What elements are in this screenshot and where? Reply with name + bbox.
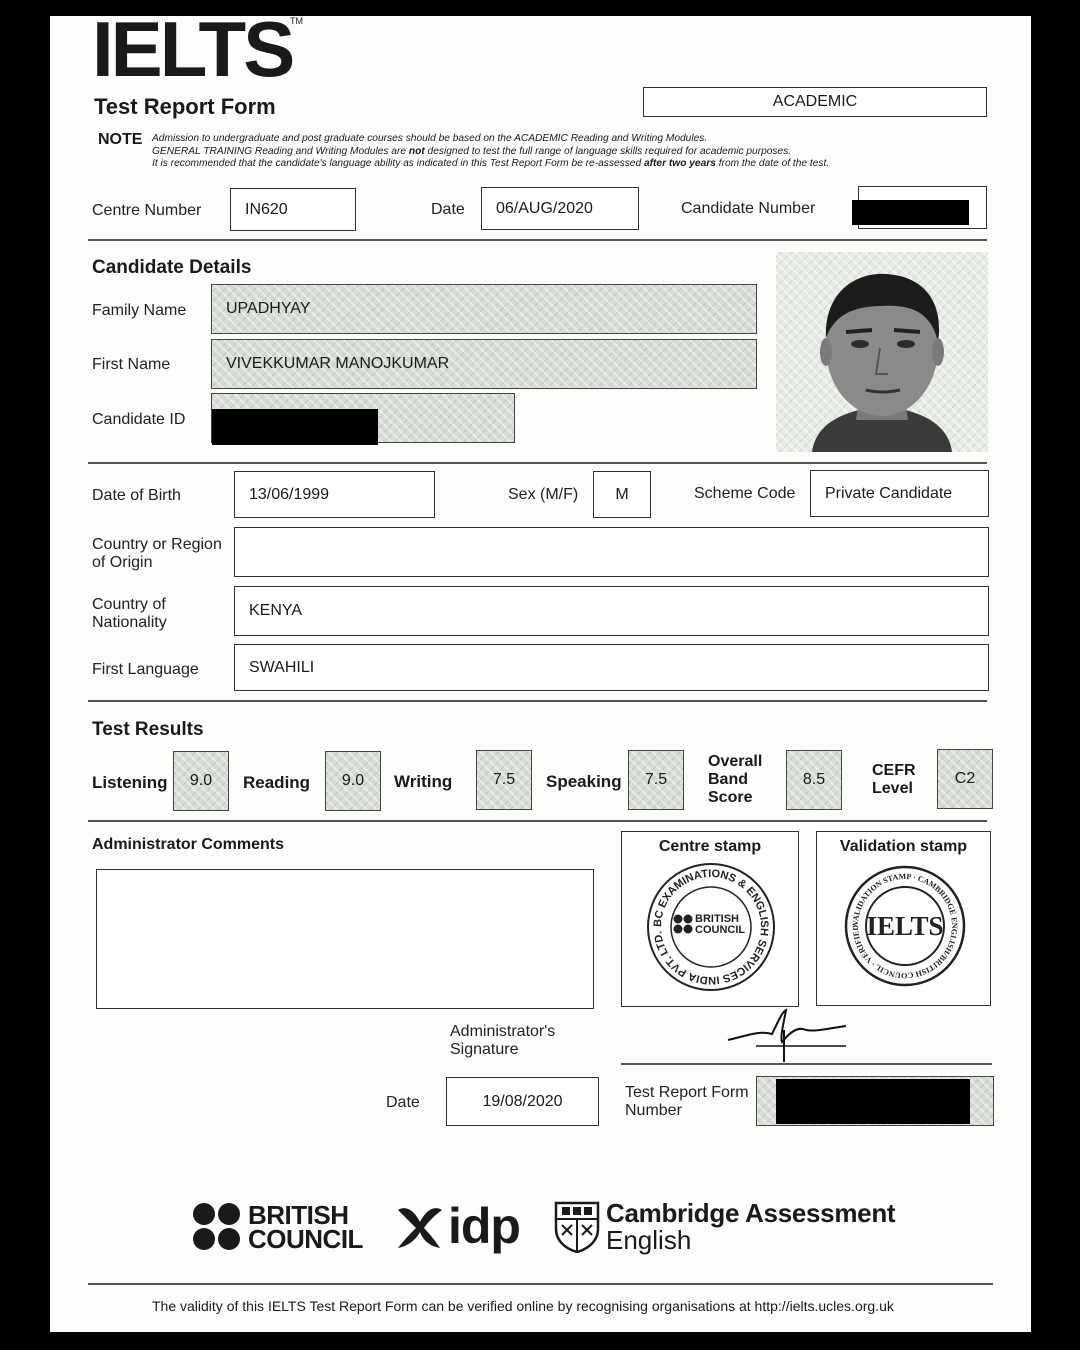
admin-comments-label: Administrator Comments — [92, 836, 285, 853]
sex-label: Sex (M/F) — [508, 486, 579, 503]
module-value: ACADEMIC — [772, 93, 858, 110]
dob-value: 13/06/1999 — [249, 485, 330, 503]
centre-number-label: Centre Number — [92, 202, 202, 219]
listening-label: Listening — [92, 773, 168, 792]
issue-date-box — [446, 1077, 599, 1126]
speaking-score: 7.5 — [644, 771, 668, 788]
issue-date-label: Date — [386, 1094, 420, 1111]
divider-candidate — [88, 462, 987, 464]
cefr-label: CEFR Level — [872, 762, 916, 797]
ielts-logo: IELTS — [92, 5, 293, 93]
note-line-2: GENERAL TRAINING Reading and Writing Modules are not designed to test the full range of language skills required for academic purposes. — [152, 145, 792, 157]
validation-stamp-title: Validation stamp — [839, 838, 968, 855]
photo-portrait-icon — [776, 252, 988, 452]
admin-comments-box — [96, 869, 594, 1009]
candidate-number-redaction — [852, 200, 969, 225]
note-line-1: Admission to undergraduate and post graduate courses should be based on the ACADEMIC Reading and Writing Modules. — [152, 133, 708, 144]
centre-stamp-ring-text: BC EXAMINATIONS & ENGLISH SERVICES INDIA PVT. LTD. — [651, 867, 771, 987]
candidate-number-label: Candidate Number — [681, 200, 816, 217]
trf-number-label: Test Report Form Number — [625, 1084, 749, 1119]
module-box — [643, 87, 987, 117]
first-language-label: First Language — [92, 661, 199, 678]
listening-score: 9.0 — [189, 772, 213, 789]
british-council-text-2: COUNCIL — [248, 1224, 363, 1254]
candidate-id-redaction — [212, 409, 378, 445]
test-date-label: Date — [431, 201, 465, 218]
centre-stamp-seal-icon — [644, 860, 778, 994]
family-name-box — [211, 284, 757, 334]
idp-mark-icon — [394, 1200, 446, 1252]
trf-number-redaction — [776, 1079, 970, 1124]
candidate-details-title: Candidate Details — [92, 257, 252, 278]
cambridge-text-1: Cambridge Assessment — [606, 1198, 896, 1228]
sex-value: M — [615, 485, 629, 503]
overall-score: 8.5 — [802, 771, 826, 788]
centre-number-value: IN620 — [245, 200, 288, 218]
divider-admin — [88, 820, 987, 822]
scheme-code-label: Scheme Code — [694, 485, 796, 502]
divider-results — [88, 700, 987, 702]
candidate-id-label: Candidate ID — [92, 411, 186, 428]
first-name-label: First Name — [92, 356, 171, 373]
validation-stamp-inner: IELTS — [866, 911, 944, 941]
speaking-label: Speaking — [546, 772, 622, 791]
listening-score-box — [173, 751, 229, 811]
nationality-label: Country of Nationality — [92, 596, 167, 631]
family-name-label: Family Name — [92, 302, 187, 319]
cefr-value: C2 — [954, 770, 976, 787]
form-title: Test Report Form — [94, 94, 276, 119]
centre-number-box — [230, 188, 356, 231]
dob-box — [234, 471, 435, 518]
reading-label: Reading — [243, 773, 311, 792]
signature-mark — [726, 1006, 850, 1068]
test-report-form — [50, 5, 1031, 1332]
test-date-value: 06/AUG/2020 — [496, 199, 593, 217]
writing-score: 7.5 — [492, 771, 516, 788]
validation-stamp-box — [816, 831, 991, 1006]
note-label: NOTE — [98, 131, 143, 148]
nationality-box — [234, 586, 989, 636]
british-council-dots-icon — [192, 1202, 242, 1252]
family-name-value: UPADHYAY — [226, 300, 311, 317]
candidate-photo — [776, 252, 988, 452]
first-language-value: SWAHILI — [249, 658, 315, 676]
british-council-logo — [192, 1202, 363, 1252]
note-line-3: It is recommended that the candidate's language ability as indicated in this Test Report Form be re-assessed after two years from the date of the test. — [152, 158, 830, 169]
speaking-score-box — [628, 750, 684, 810]
admin-signature-label: Administrator's Signature — [450, 1023, 556, 1058]
validation-stamp-seal-icon — [843, 864, 967, 988]
sex-box — [593, 471, 651, 518]
reading-score-box — [325, 751, 381, 811]
overall-band-label: Overall Band Score — [708, 753, 763, 806]
dob-label: Date of Birth — [92, 487, 181, 504]
idp-logo — [394, 1200, 520, 1252]
scheme-code-box — [810, 470, 989, 517]
test-results-title: Test Results — [92, 719, 204, 740]
trademark-mark: TM — [290, 16, 303, 26]
writing-label: Writing — [394, 772, 453, 791]
note-text — [152, 133, 972, 171]
test-date-box — [481, 187, 639, 230]
country-origin-box — [234, 527, 989, 577]
first-language-box — [234, 644, 989, 691]
validation-stamp-ring-text: VALIDATION STAMP · CAMBRIDGE ENGLISH/BRITISH COUNCIL · VERIFIED — [850, 871, 960, 981]
overall-score-box — [786, 750, 842, 810]
cambridge-shield-icon — [554, 1201, 600, 1253]
validity-note: The validity of this IELTS Test Report Form can be verified online by recognising organisations at http://ielts.ucles.org.uk — [152, 1298, 894, 1314]
centre-stamp-inner-1: BRITISH — [695, 913, 739, 925]
divider-footer — [88, 1283, 993, 1285]
cambridge-text-2: English — [606, 1225, 692, 1255]
cefr-box — [937, 749, 993, 809]
centre-stamp-box — [621, 831, 799, 1007]
centre-stamp-title: Centre stamp — [658, 838, 762, 855]
divider-top — [88, 239, 987, 241]
scheme-code-value: Private Candidate — [825, 484, 953, 502]
first-name-box — [211, 339, 757, 389]
issue-date-value: 19/08/2020 — [482, 1092, 563, 1110]
reading-score: 9.0 — [341, 772, 365, 789]
signature-line — [621, 1063, 992, 1065]
first-name-value: VIVEKKUMAR MANOJKUMAR — [226, 355, 450, 372]
british-council-text-1: BRITISH — [248, 1200, 349, 1230]
cambridge-assessment-logo — [554, 1200, 895, 1254]
nationality-value: KENYA — [249, 602, 303, 619]
idp-text: idp — [448, 1198, 520, 1254]
country-origin-label: Country or Region of Origin — [92, 536, 222, 571]
writing-score-box — [476, 750, 532, 810]
centre-stamp-inner-2: COUNCIL — [695, 924, 746, 936]
